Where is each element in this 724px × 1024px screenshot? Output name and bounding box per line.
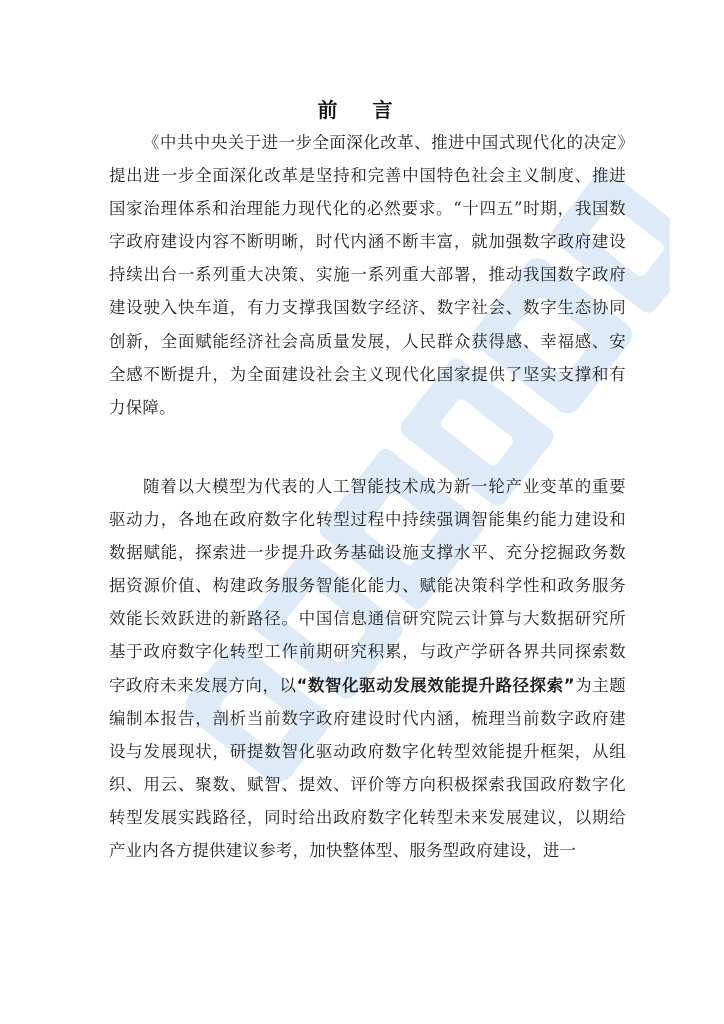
paragraph-2-emphasis: “数智化驱动发展效能提升路径探索” [296,675,575,695]
paragraph-1: 《中共中央关于进一步全面深化改革、推进中国式现代化的决定》提出进一步全面深化改革是坚持和完善中国特色社会主义制度、推进国家治理体系和治理能力现代化的必然要求。“十四五”时期，我国数字政府建设内容不断明晰，时代内涵不断丰富，就加强数字政府建设持续出台一系列重大决策、实施一系列重大部署，推动我国数字政府建设驶入快车道，有力支撑我国数字经济、数字社会、数字生态协同创新，全面赋能经济社会高质量发展，人民群众获得感、幸福感、安全感不断提升，为全面建设社会主义现代化国家提供了坚实支撑和有力保障。 [109,133,626,417]
paragraph-2 [109,470,626,867]
page-title: 前 言 [317,98,407,122]
paragraph-2-text-after: 为主题编制本报告，剖析当前数字政府建设时代内涵，梳理当前数字政府建设与发展现状，研提数智化驱动政府数字化转型效能提升框架，从组织、用云、聚数、赋智、提效、评价等方向积极探索我国政府数字化转型发展实践路径，同时给出政府数字化转型未来发展建议，以期给产业内各方提供建议参考，加快整体型、服务型政府建设，进一 [109,675,626,861]
paragraph-2-text-before: 随着以大模型为代表的人工智能技术成为新一轮产业变革的重要驱动力，各地在政府数字化转型过程中持续强调智能集约能力建设和数据赋能，探索进一步提升政务基础设施支撑水平、充分挖掘政务数据资源价值、构建政务服务智能化能力、赋能决策科学性和政务服务效能长效跃进的新路径。中国信息通信研究院云计算与大数据研究所基于政府数字化转型工作前期研究积累，与政产学研各界共同探索数字政府未来发展方向，以 [109,477,626,695]
